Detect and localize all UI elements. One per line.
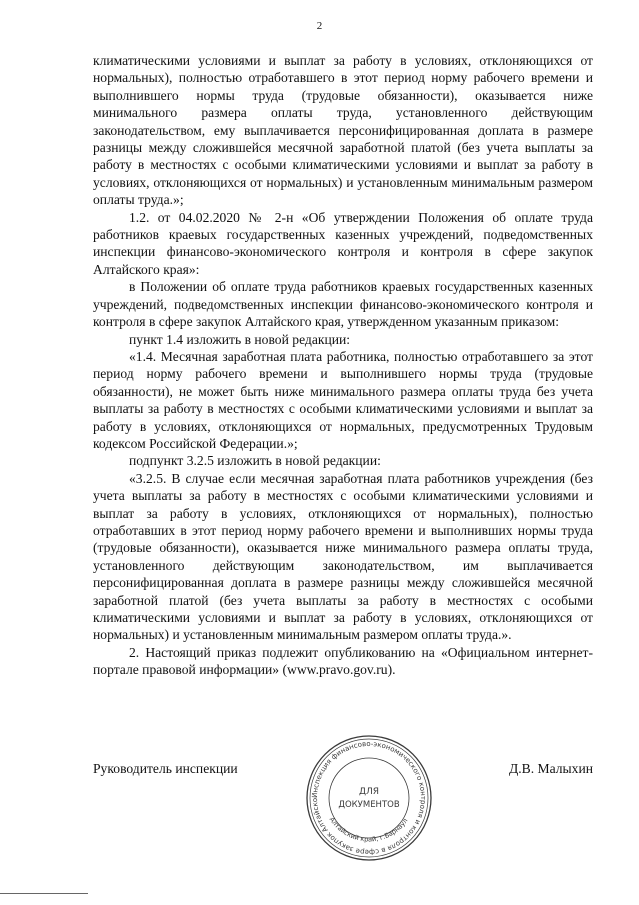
- official-stamp: [304, 733, 434, 863]
- signer-name: Д.В. Малыхин: [508, 761, 593, 776]
- paragraph-continuation: климатическими условиями и выплат за работу в условиях, отклоняющихся от нормальных), полностью отработавшего в этот период норму рабочего времени и выполнившего нормы труда (трудовые обязанности), оказывается ниже минимального размера оплаты труда, установленного действующим законодательством, ему выплачивается персонифицированная доплата в размере разницы между сложившейся месячной заработной платой (без учета выплаты за работу в местностях с особыми климатическими условиями и выплат за работу в условиях, отклоняющихся от нормальных) и установленным минимальным размером оплаты труда.»;: [93, 53, 593, 208]
- footer-rule: [0, 893, 88, 894]
- page-number: 2: [316, 20, 323, 32]
- signer-position: Руководитель инспекции: [93, 761, 238, 776]
- paragraph-point-1-4-intro: пункт 1.4 изложить в новой редакции:: [129, 331, 351, 347]
- stamp-center-line2: ДОКУМЕНТОВ: [338, 800, 400, 810]
- paragraph-publication: 2. Настоящий приказ подлежит опубликованию на «Официальном интернет-портале правовой информации» (www.pravo.gov.ru).: [93, 644, 593, 678]
- stamp-bottom-text: Алтайский край, г.Барнаул: [327, 815, 410, 844]
- stamp-seal: [304, 733, 434, 863]
- paragraph-regulation-intro: в Положении об оплате труда работников краевых государственных казенных учреждений, подведомственных инспекции финансово-экономического контроля и контроля в сфере закупок Алтайского края, утвержденном указанным приказом:: [93, 279, 593, 330]
- paragraph-point-1-4-text: «1.4. Месячная заработная плата работника, полностью отработавшего за этот период норму рабочего времени и выполнившего нормы труда (трудовые обязанности), не может быть ниже минимального размера оплаты труда без учета выплаты за работу в местностях с особыми климатическими условиями и выплат за работу в условиях, отклоняющихся от нормальных, предусмотренных Трудовым кодексом Российской Федерации.»;: [93, 348, 593, 451]
- paragraph-subpoint-3-2-5-intro: подпункт 3.2.5 изложить в новой редакции:: [129, 453, 381, 469]
- stamp-center-line1: ДЛЯ: [358, 787, 380, 797]
- paragraph-subpoint-3-2-5-text: «3.2.5. В случае если месячная заработная плата работников учреждения (без учета выплаты за работу в местностях с особыми климатическими условиями и выплат за работу в условиях, отклоняющихся от нормальных), полностью отработавших в этот период норму рабочего времени и выполнивших нормы труда (трудовые обязанности), оказывается ниже минимального размера оплаты труда, установленного действующим законодательством, им выплачивается персонифицированная доплата в размере разницы между сложившейся месячной заработной платой (без учета выплаты за работу в местностях с особыми климатическими условиями и выплат за работу в условиях, отклоняющихся от нормальных) и установленным минимальным размером оплаты труда.».: [93, 470, 593, 643]
- document-body: [93, 52, 593, 679]
- stamp-outer-text: Инспекция финансово-экономического контроля и контроля в сфере закупок Алтайско: [310, 739, 428, 857]
- paragraph-item-1-2: 1.2. от 04.02.2020 № 2-н «Об утверждении Положения об оплате труда работников краевых государственных казенных учреждений, подведомственных инспекции финансово-экономического контроля и контроля в сфере закупок Алтайского края»:: [93, 209, 593, 277]
